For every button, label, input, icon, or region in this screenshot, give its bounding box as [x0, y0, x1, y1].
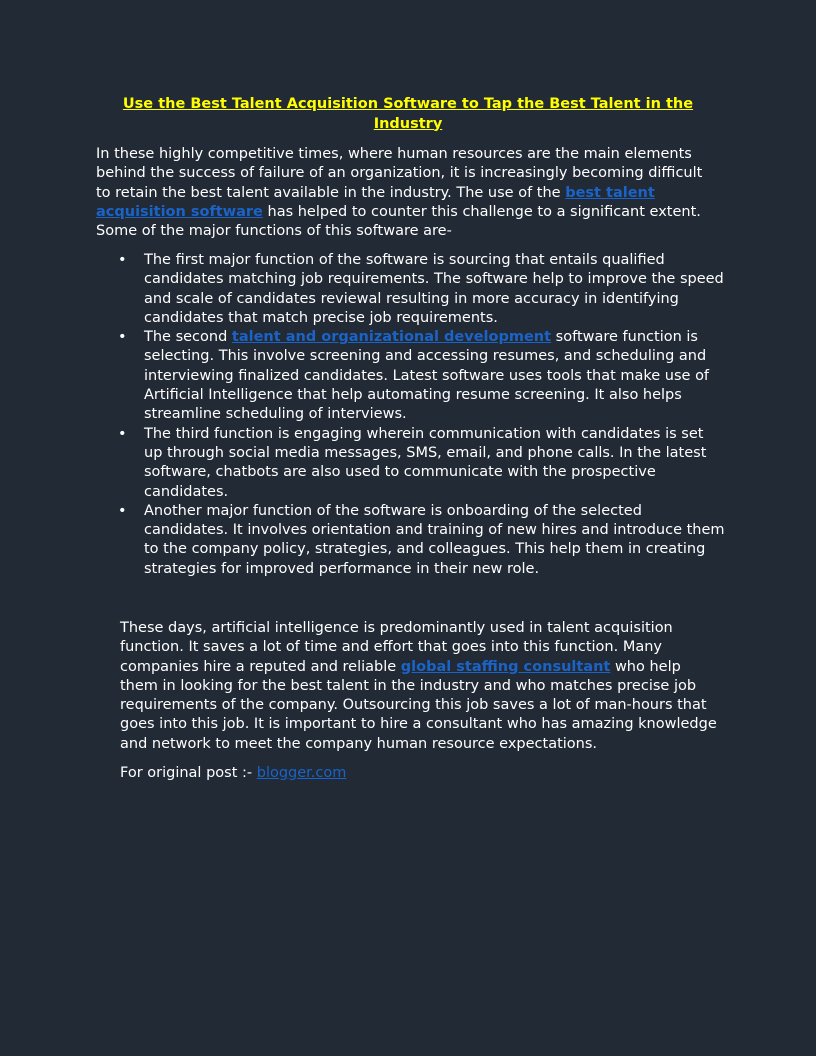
intro-text-end: has helped to counter this challenge to a significant extent. Some of the major functions of this software are- — [96, 203, 701, 240]
global-staffing-consultant-link[interactable]: global staffing consultant — [400, 658, 611, 675]
intro-paragraph — [96, 145, 720, 241]
bullet-icon: • — [118, 425, 127, 442]
list-item — [120, 328, 725, 424]
list-item-text: The first major function of the software is sourcing that entails qualified candidates matching job requirements. The software help to improve the speed and scale of candidates reviewal resulting in more accuracy in identifying candidates that match precise job requirements. — [144, 252, 724, 326]
best-talent-acquisition-software-link[interactable]: best talent acquisition software — [96, 184, 655, 220]
list-item-text: The third function is engaging wherein communication with candidates is set up through social media messages, SMS, email, and phone calls. In the latest software, chatbots are also used to communicate with the prospective candidates. — [144, 425, 707, 500]
page-title: Use the Best Talent Acquisition Software to Tap the Best Talent in the Industry — [122, 96, 694, 132]
bullet-icon: • — [118, 329, 127, 346]
source-label: For original post :- — [120, 765, 257, 781]
original-post-source — [120, 764, 346, 783]
list-item — [120, 502, 725, 579]
list-item-text-end: software function is selecting. This involve screening and accessing resumes, and scheduling and interviewing finalized candidates. Latest software uses tools that make use of Artificial Intelligence that help automating resume screening. It also helps streamline scheduling of interviews. — [144, 329, 710, 423]
intro-text-start: In these highly competitive times, where human resources are the main elements behind the success of failure of an organization, it is increasingly becoming difficult to retain the best talent available in the industry. The use of the — [96, 146, 703, 201]
list-item-text-start: The second — [144, 329, 232, 346]
functions-list — [120, 251, 725, 579]
list-item — [120, 251, 725, 328]
blogger-link[interactable]: blogger.com — [256, 765, 347, 781]
talent-organizational-development-link[interactable]: talent and organizational development — [231, 329, 552, 346]
bullet-icon: • — [118, 502, 127, 519]
list-item-text: Another major function of the software is onboarding of the selected candidates. It involves orientation and training of new hires and introduce them to the company policy, strategies, and colleagues. This help them in creating strategies for improved performance in their new role. — [144, 502, 725, 577]
closing-text-start: These days, artificial intelligence is predominantly used in talent acquisition function. It saves a lot of time and effort that goes into this function. Many companies hire a reputed and reliable — [120, 620, 673, 675]
bullet-icon: • — [118, 252, 127, 268]
list-item — [120, 425, 725, 502]
closing-paragraph — [120, 619, 720, 754]
closing-text-end: who help them in looking for the best talent in the industry and who matches precise job requirements of the company. Outsourcing this job saves a lot of man-hours that goes into this job. It is important to hire a consultant who has amazing knowledge and network to meet the company human resource expectations. — [120, 658, 717, 752]
